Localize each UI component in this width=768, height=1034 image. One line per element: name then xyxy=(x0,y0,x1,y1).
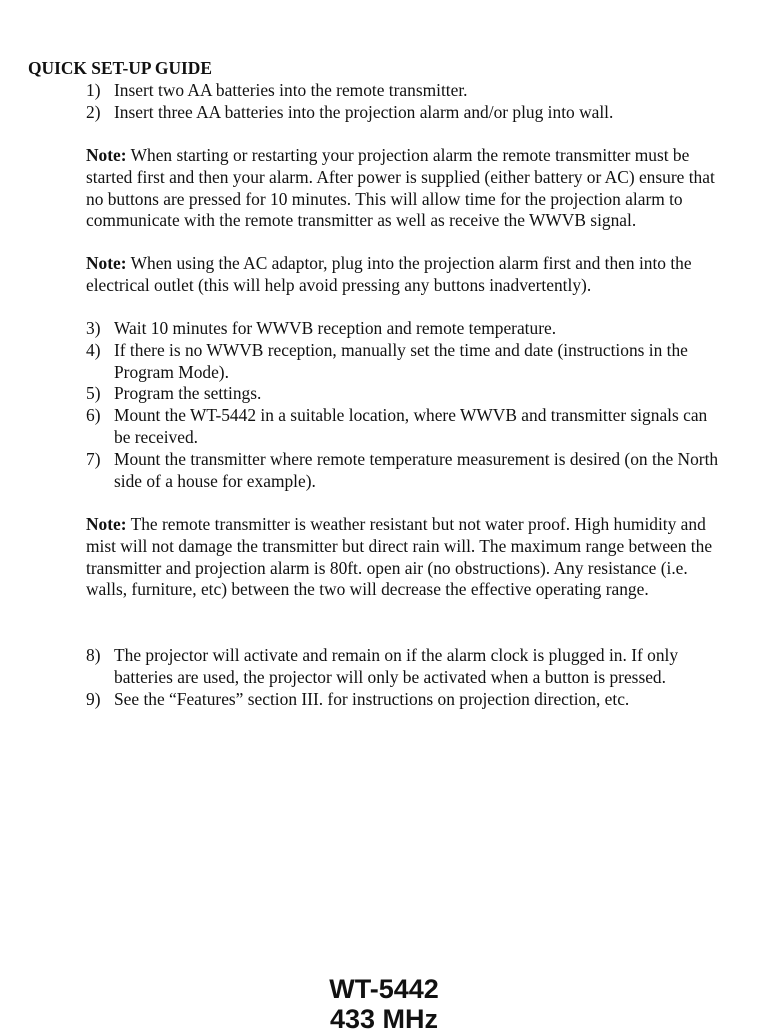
step-number: 6) xyxy=(86,405,101,426)
list-item xyxy=(86,80,726,102)
step-number: 2) xyxy=(86,101,101,122)
step-text: Insert two AA batteries into the remote transmitter. xyxy=(114,80,468,100)
note-text: When starting or restarting your projection alarm the remote transmitter must be started first and then your alarm. After power is supplied (either battery or AC) ensure that no buttons are pressed for 10 minutes. This will allow time for the projection alarm to communicate with the remote transmitter as well as receive the WWVB signal. xyxy=(86,145,715,231)
note-text: When using the AC adaptor, plug into the projection alarm first and then into the electrical outlet (this will help avoid pressing any buttons inadvertently). xyxy=(86,253,692,295)
step-number: 7) xyxy=(86,448,101,469)
note-label: Note: xyxy=(86,253,127,273)
model-number: WT-5442 xyxy=(329,974,439,1004)
step-number: 9) xyxy=(86,688,101,709)
step-text: Mount the WT-5442 in a suitable location, where WWVB and transmitter signals can be received. xyxy=(114,405,708,447)
list-item xyxy=(86,383,726,405)
step-text: The projector will activate and remain on if the alarm clock is plugged in. If only batteries are used, the projector will only be activated when a button is pressed. xyxy=(114,645,679,687)
step-text: See the “Features” section III. for instructions on projection direction, etc. xyxy=(114,688,630,709)
note-paragraph-1 xyxy=(86,145,716,232)
list-item xyxy=(86,689,726,711)
note-label: Note: xyxy=(86,145,127,165)
step-number: 1) xyxy=(86,80,101,100)
list-item xyxy=(86,645,726,689)
note-paragraph-3 xyxy=(86,514,716,601)
step-number: 4) xyxy=(86,339,101,360)
step-text: If there is no WWVB reception, manually set the time and date (instructions in the Program Mode). xyxy=(114,339,688,382)
step-number: 5) xyxy=(86,383,101,404)
list-item xyxy=(86,318,726,340)
note-paragraph-2 xyxy=(86,253,716,297)
steps-list-a xyxy=(86,80,726,124)
guide-title: QUICK SET-UP GUIDE xyxy=(28,58,212,78)
steps-list-c xyxy=(86,645,726,710)
step-number: 3) xyxy=(86,318,101,338)
frequency-label: 433 MHz xyxy=(329,1004,439,1034)
list-item xyxy=(86,102,726,124)
note-label: Note: xyxy=(86,514,127,534)
list-item xyxy=(86,340,726,384)
list-item xyxy=(86,449,726,493)
step-text: Wait 10 minutes for WWVB reception and remote temperature. xyxy=(114,318,557,338)
steps-list-b xyxy=(86,318,726,492)
step-text: Mount the transmitter where remote temperature measurement is desired (on the North side of a house for example). xyxy=(114,448,719,491)
list-item xyxy=(86,405,726,449)
step-text: Program the settings. xyxy=(114,383,262,404)
step-number: 8) xyxy=(86,645,101,665)
note-text: The remote transmitter is weather resistant but not water proof. High humidity and mist will not damage the transmitter but direct rain will. The maximum range between the transmitter and projection alarm is 80ft. open air (no obstructions). Any resistance (i.e. walls, furniture, etc) between the two will decrease the effective operating range. xyxy=(86,514,713,600)
step-text: Insert three AA batteries into the projection alarm and/or plug into wall. xyxy=(114,101,614,122)
